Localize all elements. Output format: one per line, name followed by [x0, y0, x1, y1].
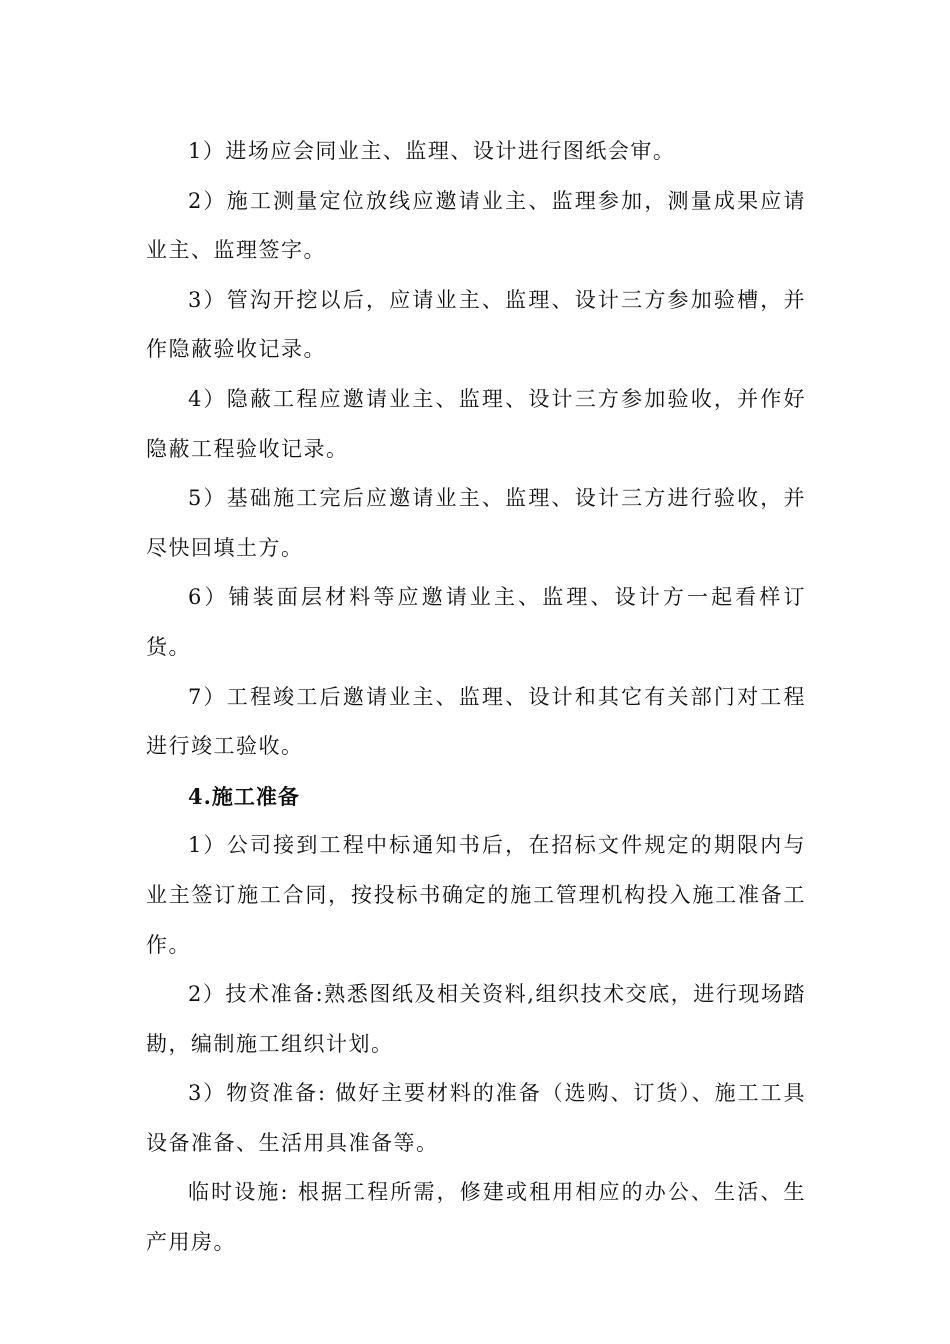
- prep-paragraph-1: 1）公司接到工程中标通知书后，在招标文件规定的期限内与业主签订施工合同，按投标书确定的施工管理机构投入施工准备工作。: [146, 833, 806, 957]
- paragraph-item-6: 6）铺装面层材料等应邀请业主、监理、设计方一起看样订货。: [146, 585, 806, 659]
- paragraph-item-2: 2）施工测量定位放线应邀请业主、监理参加，测量成果应请业主、监理签字。: [146, 188, 806, 263]
- paragraph-item-4: 4）隐蔽工程应邀请业主、监理、设计三方参加验收，并作好隐蔽工程验收记录。: [146, 386, 806, 461]
- paragraph-item-3: 3）管沟开挖以后，应请业主、监理、设计三方参加验槽，并作隐蔽验收记录。: [146, 287, 806, 362]
- paragraph-item-7: 7）工程竣工后邀请业主、监理、设计和其它有关部门对工程进行竣工验收。: [146, 684, 806, 759]
- temporary-facilities-paragraph: 临时设施: 根据工程所需，修建或租用相应的办公、生活、生产用房。: [146, 1180, 806, 1255]
- section-heading: 4.施工准备: [188, 783, 300, 809]
- paragraph-item-1: 1）进场应会同业主、监理、设计进行图纸会审。: [188, 139, 676, 163]
- prep-paragraph-3: 3）物资准备: 做好主要材料的准备（选购、订货）、施工工具设备准备、生活用具准备等。: [146, 1081, 806, 1155]
- prep-paragraph-2: 2）技术准备:熟悉图纸及相关资料,组织技术交底，进行现场踏勘，编制施工组织计划。: [146, 982, 806, 1056]
- paragraph-item-5: 5）基础施工完后应邀请业主、监理、设计三方进行验收，并尽快回填土方。: [146, 486, 806, 560]
- document-body: [146, 127, 806, 1268]
